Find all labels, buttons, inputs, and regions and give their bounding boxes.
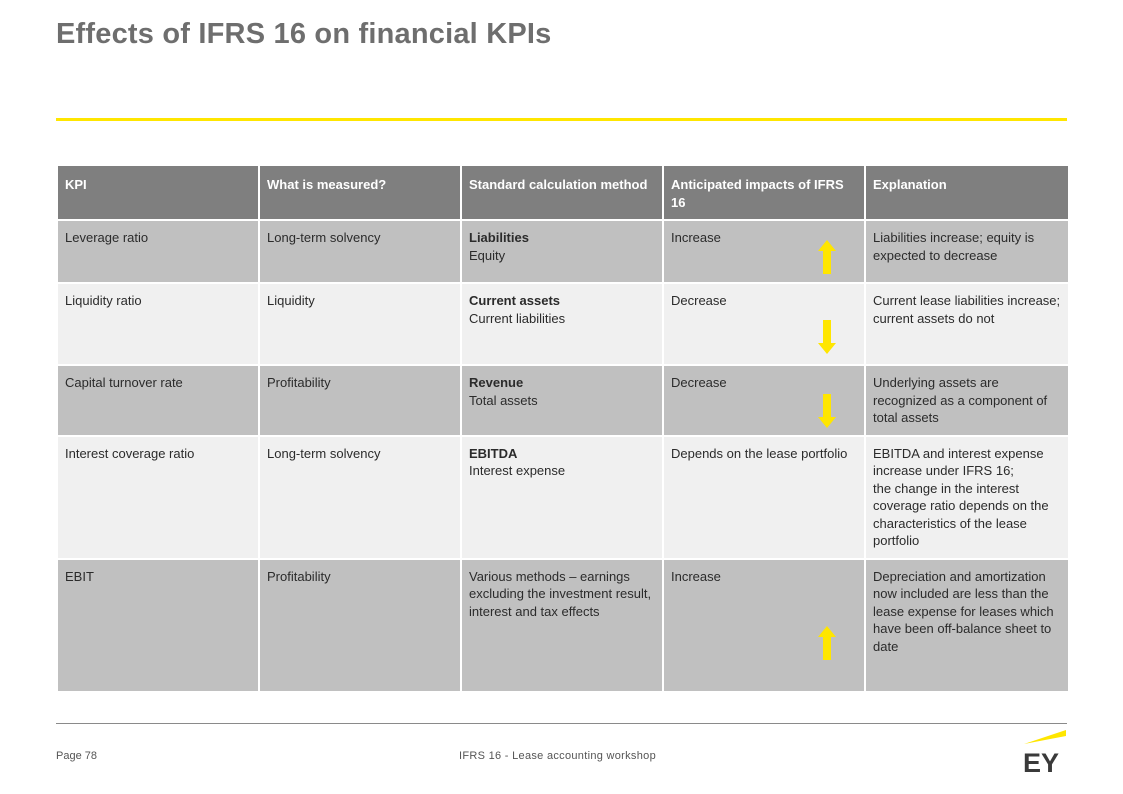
kpi-cell: EBIT [57,559,259,692]
method-denominator: Equity [469,247,506,263]
method-numerator: EBITDA [469,445,518,461]
impact-cell [663,220,865,283]
impact-text: Depends on the lease portfolio [671,445,848,461]
method-cell [461,283,663,365]
impact-text: Decrease [671,375,727,390]
impact-cell [663,436,865,559]
column-header: Explanation [865,165,1069,220]
method-numerator: Revenue [469,375,524,390]
column-header: KPI [57,165,259,220]
measured-cell: Long-term solvency [259,436,461,559]
kpi-cell: Liquidity ratio [57,283,259,365]
table-header-row [57,165,1069,220]
page-number: Page 78 [56,750,97,762]
explanation-line: the change in the interest coverage ratio depends on the characteristics of the lease portfolio [873,480,1049,548]
measured-cell: Profitability [259,559,461,692]
kpi-cell: Leverage ratio [57,220,259,283]
measured-cell: Profitability [259,365,461,436]
impact-text: Increase [671,230,721,245]
impact-cell [663,559,865,692]
column-header: Standard calculation method [461,165,663,220]
impact-cell [663,283,865,365]
up-arrow-icon [818,240,836,274]
impact-text: Decrease [671,293,727,308]
up-arrow-icon [818,626,836,660]
down-arrow-icon [818,394,836,428]
kpi-table [56,164,1070,693]
ey-logo [1022,730,1068,774]
impact-cell [663,365,865,436]
table-row [57,436,1069,559]
table-row [57,283,1069,365]
column-header: Anticipated impacts of IFRS 16 [663,165,865,220]
method-denominator: Interest expense [469,463,566,478]
method-denominator: Total assets [469,392,538,408]
explanation-cell: Current lease liabilities increase; current assets do not [865,283,1069,365]
method-description: Various methods – earnings excluding the investment result, interest and tax effects [469,568,652,619]
column-header: What is measured? [259,165,461,220]
method-cell [461,559,663,692]
kpi-cell: Capital turnover rate [57,365,259,436]
table-row [57,559,1069,692]
page-title: Effects of IFRS 16 on financial KPIs [56,18,552,50]
method-numerator: Current assets [469,293,561,308]
explanation-cell: Depreciation and amortization now included are less than the lease expense for leases which have been off-balance sheet to date [865,559,1069,692]
method-numerator: Liabilities [469,230,529,245]
ey-logo-text: EY [1023,748,1060,774]
impact-text: Increase [671,568,721,584]
footer-divider [56,723,1067,724]
kpi-cell: Interest coverage ratio [57,436,259,559]
measured-cell: Long-term solvency [259,220,461,283]
method-cell [461,436,663,559]
explanation-cell: Liabilities increase; equity is expected to decrease [865,220,1069,283]
table-row [57,220,1069,283]
explanation-cell [865,436,1069,559]
explanation-line: EBITDA and interest expense increase under IFRS 16; [873,445,1044,478]
method-denominator: Current liabilities [469,310,566,326]
method-cell [461,220,663,283]
method-cell [461,365,663,436]
footer-title: IFRS 16 - Lease accounting workshop [459,750,656,762]
down-arrow-icon [818,320,836,354]
explanation-cell: Underlying assets are recognized as a component of total assets [865,365,1069,436]
title-underline [56,118,1067,121]
table-row [57,365,1069,436]
measured-cell: Liquidity [259,283,461,365]
